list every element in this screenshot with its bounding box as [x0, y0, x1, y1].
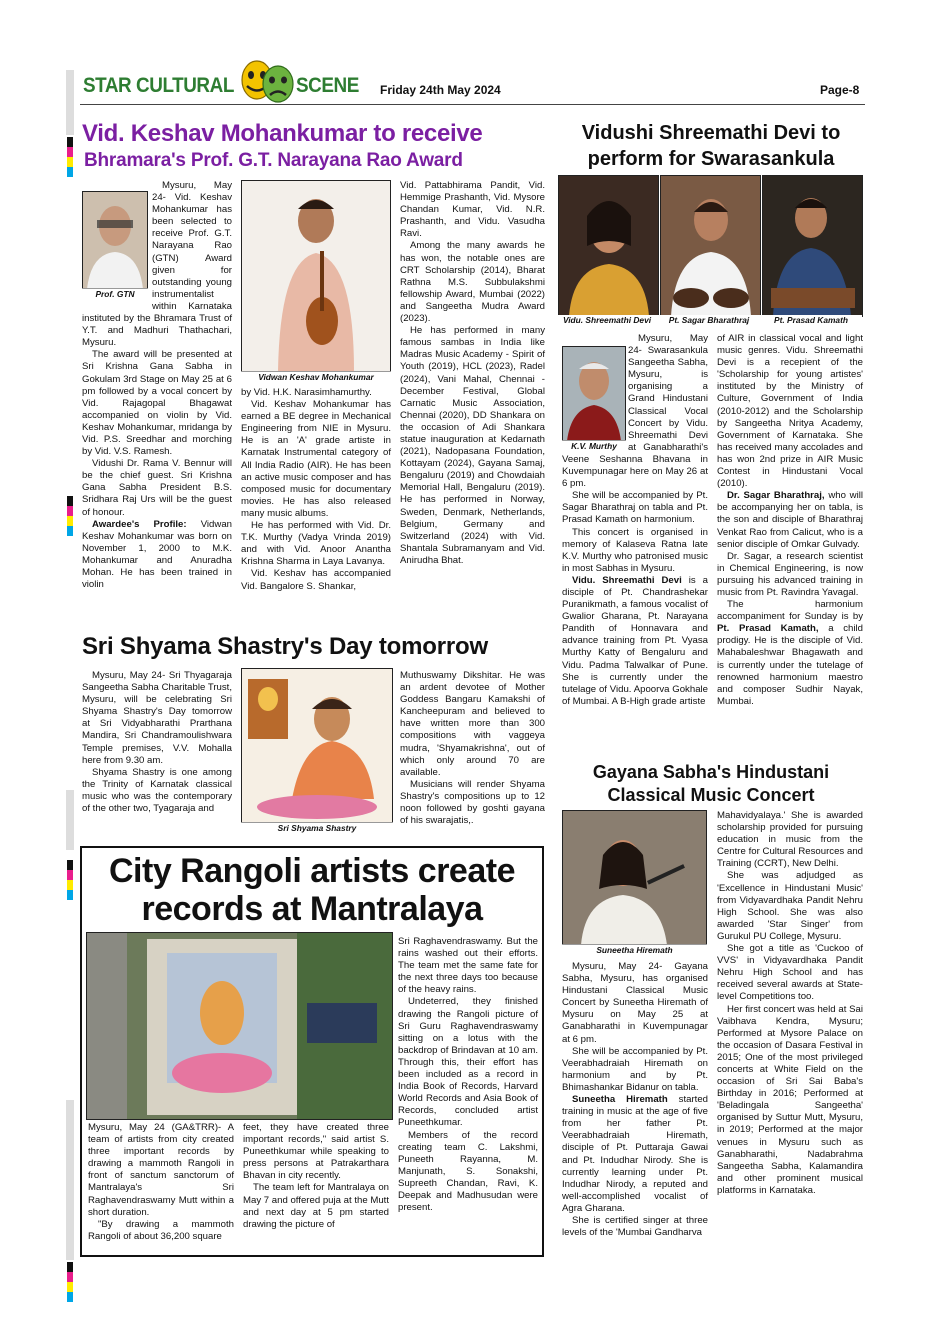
bold-name: Dr. Sagar Bharathraj,: [727, 490, 825, 502]
sagar-bharathraj-photo: [660, 175, 761, 317]
paragraph-text: is a disciple of Pt. Chandrashekar Puranikmath, a famous vocalist of Gwalior Gharana, Pt. Narayana Pandith of Honnavara and advance training from Pt. Vyasa Murthy Katty of Bengaluru and Vidu. Padma Talwalkar of Pune. She is currently under the tutelage of Vidu. Apoorva Gokhale of Mumbai. A B-High grade artiste: [562, 574, 708, 707]
article5-headline-line1: Gayana Sabha's Hindustani: [592, 762, 830, 782]
article1-paragraph: The award will be presented at Sri Krishna Gana Sabha in Gokulam 3rd Stage on May 25 at 6 pm followed by a vocal concert by Vid. Rajagopal Bhagawat accompanied on violin by Vid. Keshav Mohankumar, mridanga by Vid. P.S. Sreedhar and morching by Vid. V.S. Ramesh.: [82, 349, 232, 458]
article1-paragraph: He has performed in many famous sambas in India like Madras Music Academy - Spirit of Youth (2019), HCL (2023), Radel (2024), Vani Mahal, Chennai - December Festival, Global Carnatic Music Association, Chennai (2020), DD Shankara on the occasion of Adi Shankara statue inauguration at Kedarnath (2021), Nadopasana Foundation, Kottayam (2024), Gayana Samaj, Bengaluru (2019) and Chowdaiah Memorial Hall, Bengaluru (2019). He has performed in Norway, Sweden, Denmark, Netherlands, Belgium, Germany and Switzerland (2024) with Vid. Shantala Subramanyam and Vid. Anirudha Bhat.: [400, 325, 545, 566]
article1-paragraph: Mysuru, May 24- Vid. Keshav Mohankumar has been selected to receive Prof. G.T. Narayana Rao (GTN) Award given for outstanding young instrumentalist within Karnataka instituted by the Bhramara Trust of Y.T. and Madhuri Thathachari, Mysuru.: [82, 180, 232, 349]
article1-subheadline: Bhramara's Prof. G.T. Narayana Rao Award: [84, 150, 463, 171]
color-registration-marks: [67, 496, 73, 536]
rangoli-aerial-photo: [86, 932, 393, 1120]
article3-paragraph: Musicians will render Shyama Shastry's compositions up to 12 noon followed by goshti gayana of his swarajatis,.: [400, 778, 545, 827]
article2-col2: [717, 333, 863, 708]
masthead: [80, 68, 865, 112]
article5-paragraph: She got a title as 'Cuckoo of VVS' in Vidyavardhaka Pandit Nehru High School and has received several awards at State-level Competitions too.: [717, 943, 863, 1003]
shyama-shastry-caption: Sri Shyama Shastry: [241, 822, 393, 834]
prof-gtn-caption: Prof. GTN: [82, 288, 148, 300]
keshav-photo-caption: Vidwan Keshav Mohankumar: [241, 371, 391, 383]
article1-headline: Vid. Keshav Mohankumar to receive: [82, 120, 483, 147]
article1-paragraph: [82, 519, 232, 592]
article1-paragraph: Vid. Pattabhirama Pandit, Vid. Hemmige Prashanth, Vid. Mysore Chandan Kumar, Vid. N.R. Prashanth, and Vidu. Vasudha Ravi.: [400, 180, 545, 240]
shreemathi-caption: Vidu. Shreemathi Devi: [556, 315, 658, 326]
article4-headline-line1: City Rangoli artists create: [109, 852, 515, 890]
article2-paragraph: She will be accompanied by Pt. Sagar Bharathraj on tabla and Pt. Prasad Kamath on harmonium.: [562, 490, 708, 526]
article4-paragraph: "By drawing a mammoth Rangoli of about 36,200 square: [88, 1218, 234, 1242]
issue-date: Friday 24th May 2024: [380, 83, 501, 97]
kv-murthy-caption: K.V. Murthy: [562, 440, 626, 452]
paragraph-text: a child prodigy. He is the disciple of Vid. Mahabaleshwar Bhagawath and is currently under the tutelage of renowned harmonium maestro and composer Sudhir Nayak, Mumbai.: [717, 623, 863, 707]
prasad-caption: Pt. Prasad Kamath: [760, 315, 862, 326]
keshav-mohankumar-photo: [241, 180, 391, 372]
article2-paragraph: Dr. Sagar, a research scientist in Chemical Engineering, is now pursuing his advanced training in music from Pt. Ravindra Yavagal.: [717, 550, 863, 598]
article5-paragraph: She will be accompanied by Pt. Veerabhadraiah Hiremath on harmonium and by Pt. Bhimashankar Bidanur on tabla.: [562, 1045, 708, 1093]
paragraph-text: who will be accompanying her on tabla, is the son and disciple of Bharathraj Venkat Rao from Calicut, who is a senior disciple of Omkar Gulvady.: [717, 490, 864, 550]
article5-paragraph: Mysuru, May 24- Gayana Sabha, Mysuru, has organised Hindustani Classical Music Concert by Suneetha Hiremath of Mysuru on May 25 at Ganabharathi in Kuvempunagar at 6 pm.: [562, 961, 708, 1045]
article1-paragraph: He has performed with Vid. Dr. T.K. Murthy (Vadya Vrinda 2019) and with Vid. Anoor Anantha Krishna Sharma in Laya Lavanya.: [241, 520, 391, 568]
article4-col3: [398, 936, 538, 1214]
article1-col1: [82, 180, 232, 591]
article1-paragraph: Vidushi Dr. Rama V. Bennur will be the chief guest. Sri Krishna Gana Sabha President B.S. Sridhara Raj Urs will be the guest of honour.: [82, 458, 232, 518]
page-number: Page-8: [820, 83, 860, 97]
color-registration-marks: [67, 137, 73, 177]
article4-headline-line2: records at Mantralaya: [141, 890, 483, 928]
article1-paragraph: Among the many awards he has won, the notable ones are CRT Scholarship (2014), Bharat Rathna M.S. Subbulakshmi fellowship Award, Mumbai (2022) and Sangeetha Mudra Award (2023).: [400, 240, 545, 325]
article2-paragraph: Mysuru, May 24- Swarasankula Sangeetha Sabha, Mysuru, is organising a Grand Hindustani Classical Vocal Concert by Vidu. Shreemathi Devi at Ganabharathi's Veene Seshanna Bhavana in Kuvempunagar here on May 26 at 6 pm.: [562, 333, 708, 490]
article3-paragraph: Shyama Shastry is one among the Trinity of Karnatak classical music who was the contemporary of the other two, Tyagaraja and: [82, 766, 232, 815]
article5-paragraph: Mahavidyalaya.' She is awarded scholarship provided for pursuing education in music from the Centre for Cultural Resources and Training (CCRT), New Delhi.: [717, 810, 863, 870]
article5-paragraph: [562, 1094, 708, 1215]
article4-paragraph: Members of the record creating team C. Lakshmi, Puneeth Rayanna, M. Manjunath, S. Sonakshi, Supreeth Chandan, Ravi, K. Deepak and Madhusudan were present.: [398, 1129, 538, 1214]
bold-name: Pt. Prasad Kamath,: [717, 623, 819, 635]
article4-paragraph: feet, they have created three important records," said artist S. Puneethkumar while speaking to press persons at Patrakarthara Bhavan in city recently.: [243, 1122, 389, 1182]
article5-col2: [717, 810, 863, 1197]
article2-paragraph: [717, 599, 863, 708]
article3-col1: [82, 670, 232, 815]
paragraph-text: The harmonium accompaniment for Sunday is by: [717, 599, 863, 623]
left-margin-strip: [66, 1100, 74, 1260]
masthead-title-left: STAR CULTURAL: [83, 74, 234, 97]
article2-headline: Vidushi Shreemathi Devi to perform for Swarasankula: [581, 122, 841, 170]
color-registration-marks: [67, 1262, 73, 1302]
masthead-rule: [80, 104, 865, 105]
article2-paragraph: This concert is organised in memory of Kalaseva Ratna late K.V. Murthy who patronised music in most Sabhas in Mysuru.: [562, 526, 708, 574]
article3-paragraph: Muthuswamy Dikshitar. He was an ardent devotee of Mother Goddess Bangaru Kamakshi of Kancheepuram and believed to have written more than 300 compositions with vaggeya mudra, 'Shyamakrishna', out of which only around 70 are available.: [400, 670, 545, 778]
color-registration-marks: [67, 860, 73, 900]
article3-headline: Sri Shyama Shastry's Day tomorrow: [82, 633, 488, 660]
article3-col2: [400, 670, 545, 827]
article1-paragraph: Vid. Keshav Mohankumar has earned a BE degree in Mechanical Engineering from NIE in Mysuru. He is an 'A' grade artiste in Karnatak Instrumental category of All India Radio (AIR). He has been an active music composer and has composed music for documentary movies. He has also released many music albums.: [241, 399, 391, 519]
bold-name: Suneetha Hiremath: [572, 1094, 668, 1106]
article1-paragraph: Vid. Keshav has accompanied Vid. Bangalore S. Shankar,: [241, 568, 391, 592]
left-margin-strip: [66, 790, 74, 850]
article5-paragraph: She was adjudged as 'Excellence in Hindustani Music' from Vidyavardhaka Pandit Nehru High School. She was also awarded 'Star Singer' from Gurukul PU College, Mysuru.: [717, 870, 863, 942]
left-margin-strip: [66, 70, 74, 135]
suneetha-hiremath-photo: [562, 810, 707, 946]
article2-paragraph: of AIR in classical vocal and light music genres. Vidu. Shreemathi Devi is a recepient of the 'Scholarship for young artistes' instituted by the Ministry of Culture, Government of India (2010-2012) and the Scholarship by Sangeetha Nritya Academy, Government of Karnataka. She has received many accolades and has won 2nd prize in AIR Music Contest in Hindustani Vocal (2010).: [717, 333, 863, 490]
prasad-kamath-photo: [762, 175, 863, 317]
article1-col2: [241, 387, 391, 593]
article5-paragraph: She is certified singer at three levels of the 'Mumbai Gandharva: [562, 1214, 708, 1239]
article4-col1: [88, 1122, 234, 1243]
article2-col1: [562, 333, 708, 708]
theatre-masks-icon: [235, 60, 299, 104]
article5-paragraph: Her first concert was held at Sai Vaibhava Kendra, Mysuru; Performed at Mysore Palace on the occasion of Dasara Festival in 2015; One of the most privileged concerts at White Field on the occasion of Sri Sai Baba's Birthday in 2016; Performed at 'Beladingala Sangeetha' organised by Suttur Mutt, Mysuru, in 2019; Performed at the major venues in Mysuru such as Ganabharathi, Nadabrahma Sangeetha Sabha, Kalamandira and other prominent musical platforms in Karnataka.: [717, 1003, 863, 1196]
article4-paragraph: Sri Raghavendraswamy. But the rains washed out their efforts. The team met the same fate for the next three days too because of the heavy rains.: [398, 936, 538, 996]
article5-headline-line2: Classical Music Concert: [607, 785, 815, 805]
paragraph-text: started training in music at the age of five from her father Pt. Veerabhadraiah Hiremath, disciple of Pt. Puttaraja Gawai and Pt. Indudhar Nirody. She is currently learning under Pt. Indudhar Nirody, a reputed and well-accomplished vocalist of Agra Gharana.: [562, 1094, 709, 1214]
sagar-caption: Pt. Sagar Bharathraj: [658, 315, 760, 326]
suneetha-caption: Suneetha Hiremath: [562, 944, 707, 956]
profile-text: Vidwan Keshav Mohankumar was born on November 1, 2000 to M.K. Mohankumar and Anuradha Mohan. He has been trained in violin: [82, 518, 232, 591]
profile-label: Awardee's Profile:: [92, 518, 187, 530]
article2-paragraph: [562, 575, 708, 708]
article4-paragraph: The team left for Mantralaya on May 7 and offered puja at the Mutt and next day at 5 pm started drawing the picture of: [243, 1182, 389, 1230]
article2-paragraph: [717, 490, 863, 550]
article1-paragraph: by Vid. H.K. Narasimhamurthy.: [241, 387, 372, 398]
article1-col3: [400, 180, 545, 567]
article4-paragraph: Undeterred, they finished drawing the Rangoli picture of Sri Guru Raghavendraswamy sitting on a lotus with the backdrop of Brindavan at 10 am. Through this, their effort has been included as a record in India Book of Records, Harvard World Records and Asia Book of Records, concluded artist Puneethkumar.: [398, 996, 538, 1129]
article4-paragraph: Mysuru, May 24 (GA&TRR)- A team of artists from city created three important records by drawing a mammoth Rangoli in front of sanctum sanctorum of Mantralaya's Sri Raghavendraswamy Mutt within a short duration.: [88, 1122, 234, 1218]
article4-col2: [243, 1122, 389, 1231]
bold-name: Vidu. Shreemathi Devi: [572, 574, 682, 586]
shreemathi-devi-photo: [558, 175, 659, 317]
shyama-shastry-image: [241, 668, 393, 824]
article3-paragraph: Mysuru, May 24- Sri Thyagaraja Sangeetha Sabha Charitable Trust, Mysuru, will be celebrating Sri Shyama Shastry's Day tomorrow at Sri Vidyabharathi Prarthana Mandira, Sri Chandramoulishwara Temple premises, V.V. Mohalla here from 9.30 am.: [82, 670, 232, 766]
masthead-title-right: SCENE: [296, 74, 359, 97]
article5-col1: [562, 961, 708, 1239]
